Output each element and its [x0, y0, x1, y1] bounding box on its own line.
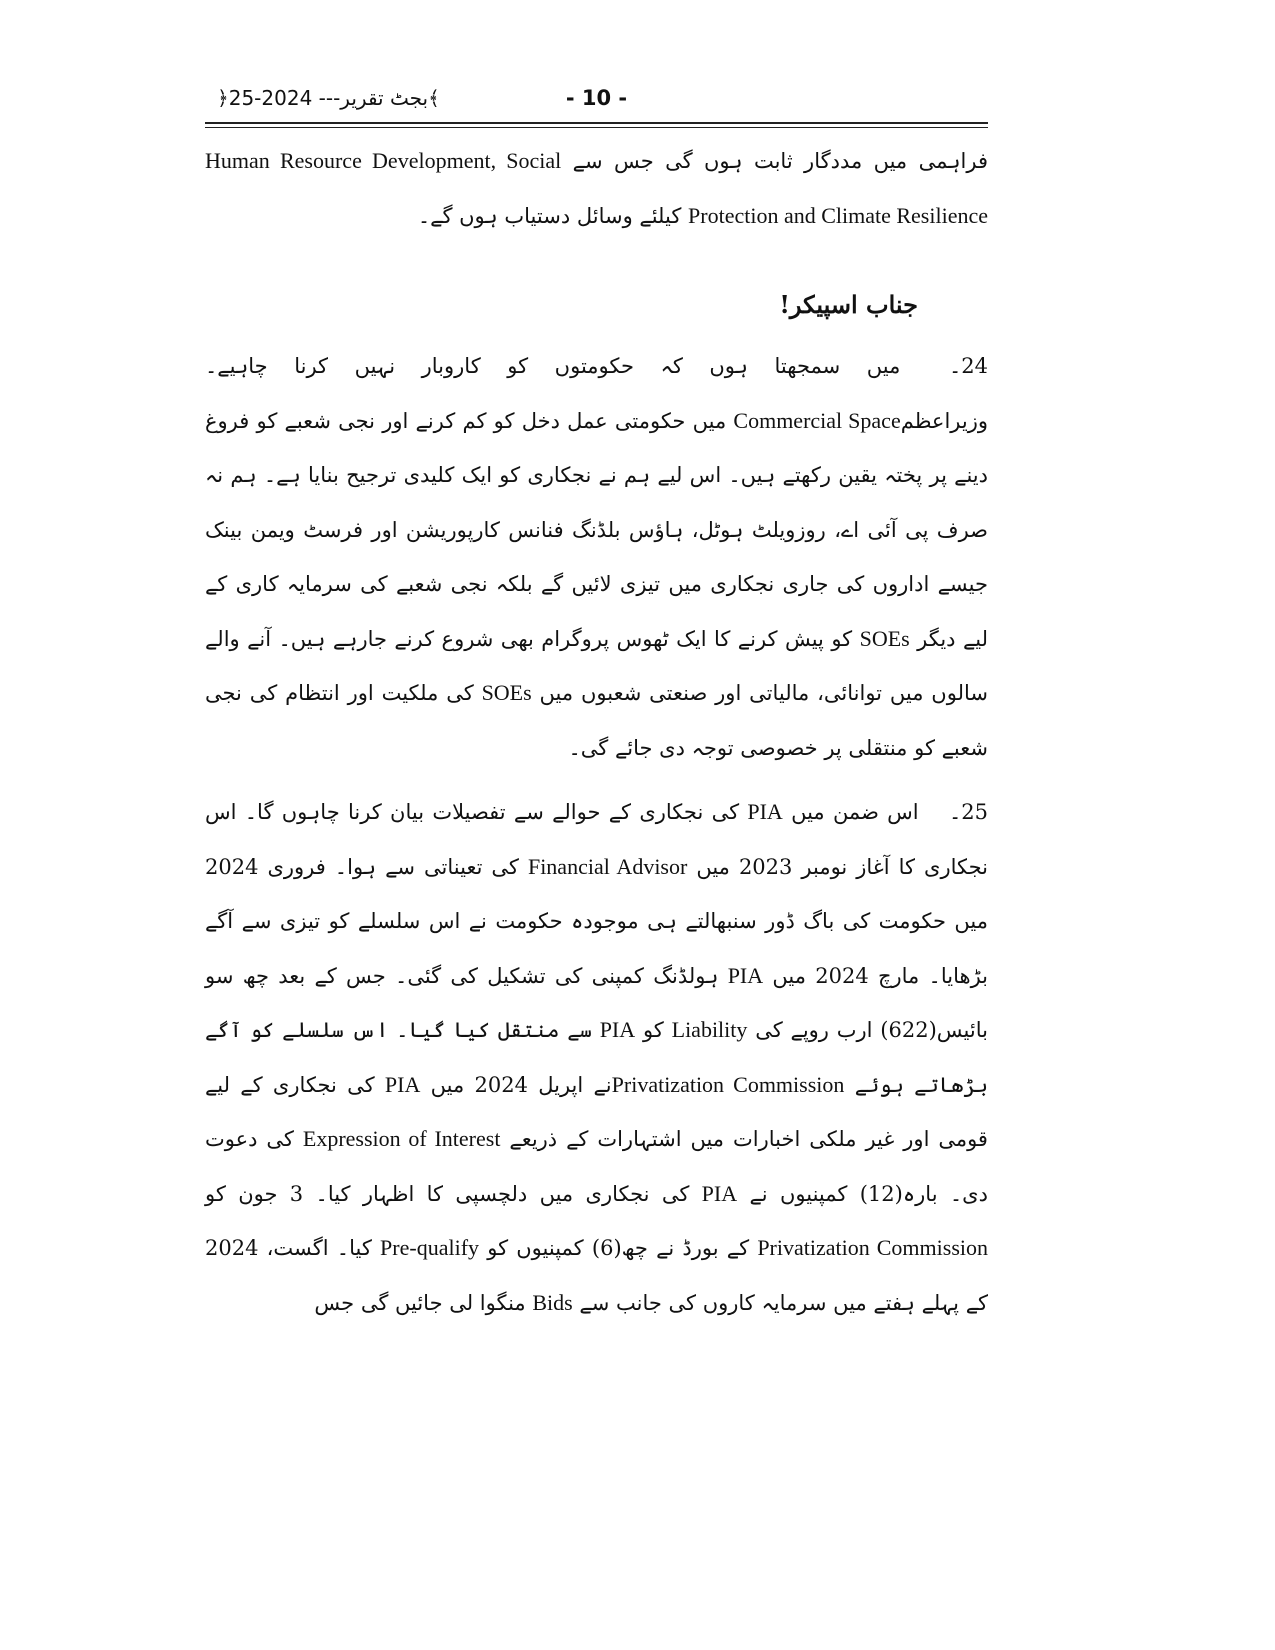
header-title: ﴾بجٹ تقریر--- 2024-25﴿	[217, 86, 440, 110]
page-header	[205, 80, 988, 122]
intro-text: فراہمی میں مددگار ثابت ہوں گی جس سے	[572, 149, 988, 173]
english-term: Privatization Commission	[611, 1071, 845, 1097]
paragraph-text: نے اپریل 2024 میں	[430, 1072, 612, 1097]
page-number: - 10 -	[565, 86, 628, 110]
paragraph-text: کو	[642, 1018, 664, 1042]
paragraph-25	[205, 785, 988, 1330]
english-term: Bids	[532, 1289, 573, 1315]
english-term: PIA	[701, 1180, 738, 1206]
english-term: Commercial Space	[733, 407, 901, 433]
paragraph-text: منگوا لی جائیں گی جس	[314, 1290, 526, 1315]
english-term: SOEs	[859, 625, 910, 651]
header-rule	[205, 122, 988, 124]
paragraph-text: سے منتقل کیا گیا۔ اس سلسلے کو آگے بڑھاتے ہوئے	[205, 1018, 989, 1097]
paragraph-text: کی دعوت دی۔ بارہ(12) کمپنیوں نے	[205, 1127, 988, 1206]
paragraph-text: کی نجکاری کے لیے قومی اور غیر ملکی اخبارات میں اشتہارات کے ذریعے	[205, 1072, 988, 1151]
paragraph-text: کی نجکاری میں دلچسپی کا اظہار کیا۔ 3 جون کو	[205, 1181, 690, 1206]
paragraph-text: میں حکومتی عمل دخل کو کم کرنے اور نجی شعبے کو فروغ دینے پر پختہ یقین رکھتے ہیں۔ اس لیے ہم نے نجکاری کو ایک کلیدی ترجیح بنایا ہے۔ ہم نہ صرف پی آئی اے، روزویلٹ ہوٹل، ہاؤس بلڈنگ فنانس کارپوریشن اور فرسٹ ویمن بینک جیسے اداروں کی جاری نجکاری میں تیزی لائیں گے بلکہ نجی شعبے کی سرمایہ کاری کے لیے دیگر	[205, 408, 988, 651]
paragraph-text: ہولڈنگ کمپنی کی تشکیل کی گئی۔ جس کے بعد چھ سو بائیس(622) ارب روپے کی	[205, 963, 988, 1042]
english-term: Pre-qualify	[380, 1235, 480, 1260]
paragraph-text: کیا۔ اگست، 2024 کے پہلے ہفتے میں سرمایہ کاروں کی جانب سے	[205, 1236, 988, 1315]
english-term: Liability	[671, 1017, 748, 1042]
paragraph-number: 24۔	[948, 354, 988, 378]
paragraph-text: اس ضمن میں	[791, 800, 919, 824]
english-term: PIA	[384, 1071, 421, 1097]
intro-text: کیلئے وسائل دستیاب ہوں گے۔	[417, 203, 682, 228]
paragraph-text: کے بورڈ نے چھ(6) کمپنیوں کو	[487, 1236, 750, 1260]
intro-english-term: Human Resource Development, Social Protection and Climate Resilience	[205, 148, 988, 228]
paragraph-text: کی ملکیت اور انتظام کی نجی شعبے کو منتقلی پر خصوصی توجہ دی جائے گی۔	[205, 681, 988, 760]
paragraph-text: کی تعیناتی سے ہوا۔ فروری 2024 میں حکومت کی باگ ڈور سنبھالتے ہی موجودہ حکومت نے اس سلسلے کو تیزی سے آگے بڑھایا۔ مارچ 2024 میں	[205, 854, 988, 988]
english-term: Privatization Commission	[757, 1235, 988, 1260]
speaker-heading: جناب اسپیکر!	[779, 290, 918, 319]
english-term: Financial Advisor	[527, 853, 688, 879]
english-term: SOEs	[481, 680, 532, 705]
english-term: PIA	[747, 799, 783, 824]
paragraph-text: کو پیش کرنے کا ایک ٹھوس پروگرام بھی شروع کرنے جارہے ہیں۔ آنے والے سالوں میں توانائی، مالیاتی اور صنعتی شعبوں میں	[205, 626, 988, 705]
english-term: Expression of Interest	[302, 1126, 501, 1151]
english-term: PIA	[727, 962, 764, 988]
paragraph-number: 25۔	[948, 800, 988, 824]
paragraph-text: کی نجکاری کے حوالے سے تفصیلات بیان کرنا چاہوں گا۔ اس نجکاری کا آغاز نومبر 2023 میں	[205, 800, 989, 879]
document-page	[205, 80, 988, 1330]
paragraph-24	[205, 339, 988, 775]
header-rule-thin	[205, 127, 988, 128]
paragraph-text: میں سمجھتا ہوں کہ حکومتوں کو کاروبار نہیں کرنا چاہیے۔ وزیراعظم	[205, 354, 988, 433]
english-term: PIA	[599, 1017, 636, 1042]
intro-paragraph	[205, 134, 988, 243]
